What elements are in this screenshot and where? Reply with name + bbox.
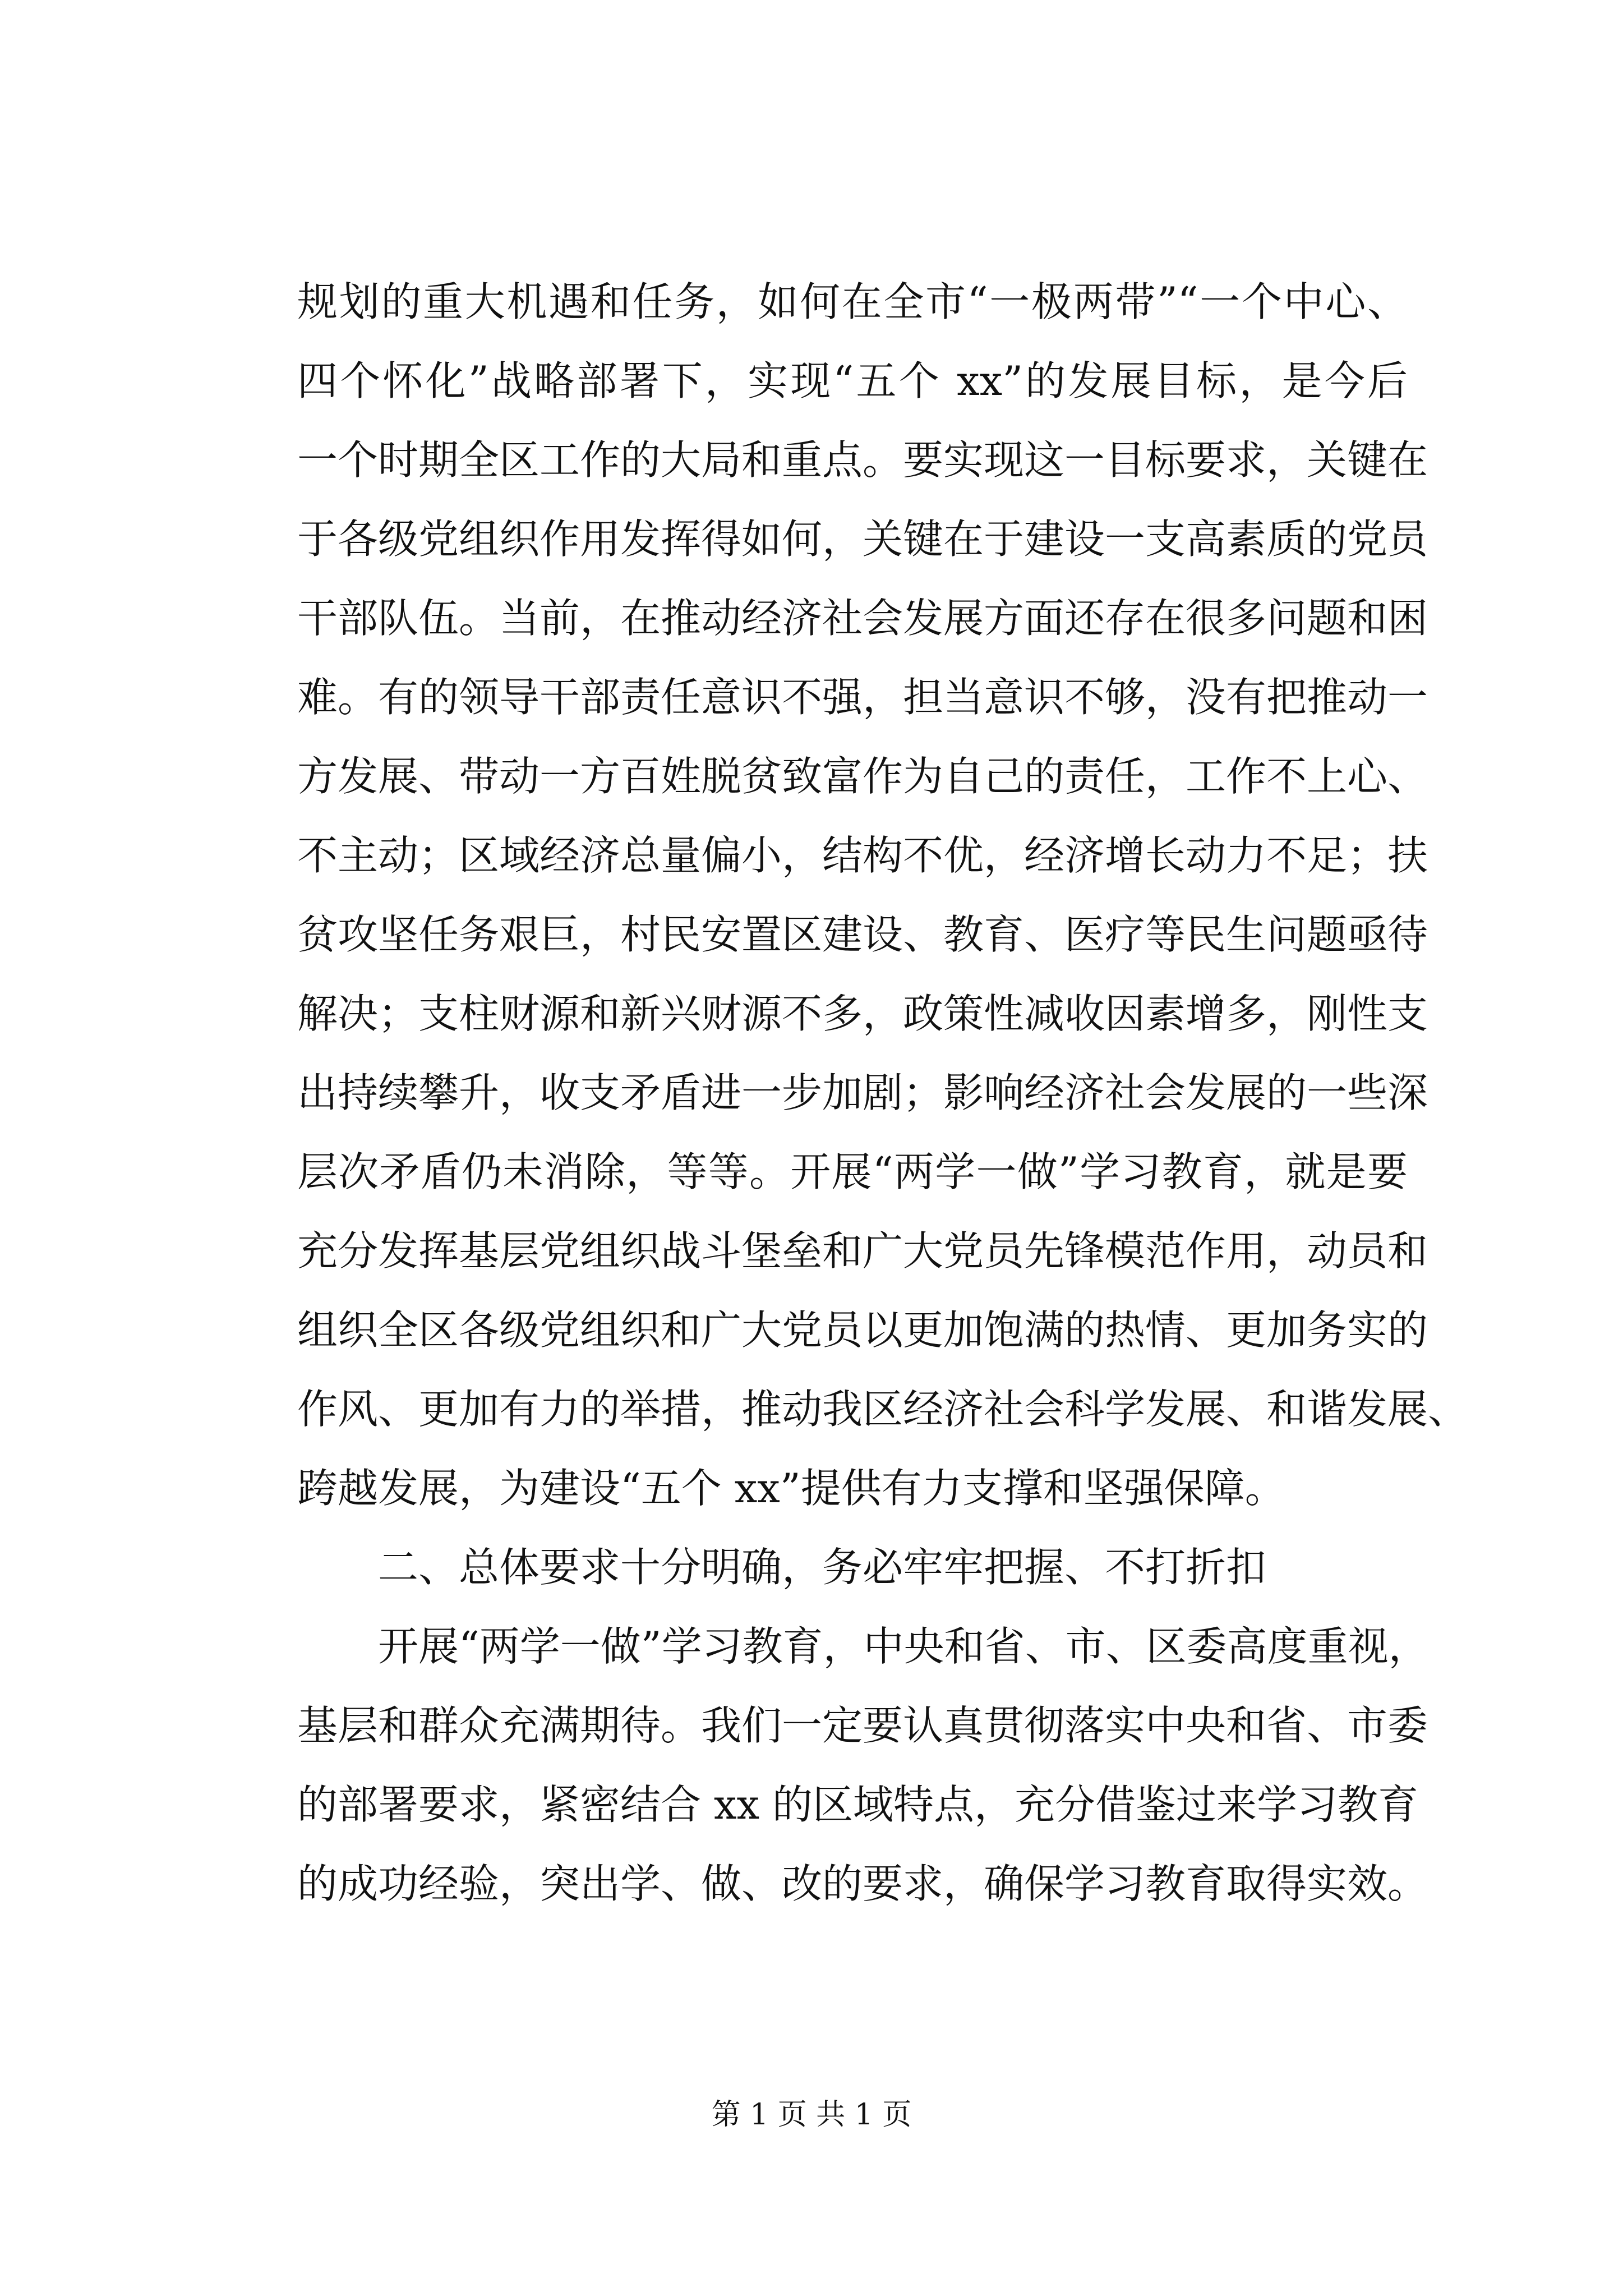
text-line: 方发展、带动一方百姓脱贫致富作为自己的责任，工作不上心、 [297, 753, 1428, 800]
document-body [297, 263, 1469, 1924]
text-line: 作风、更加有力的举措，推动我区经济社会科学发展、和谐发展、 [297, 1386, 1469, 1433]
text-line: 解决；支柱财源和新兴财源不多，政策性减收因素增多，刚性支 [297, 990, 1428, 1037]
text-line: 四个怀化”战略部署下，实现“五个 xx”的发展目标，是今后 [297, 357, 1408, 404]
text-line: 贫攻坚任务艰巨，村民安置区建设、教育、医疗等民生问题亟待 [297, 911, 1428, 958]
text-line: 于各级党组织作用发挥得如何，关键在于建设一支高素质的党员 [297, 516, 1428, 563]
text-line: 一个时期全区工作的大局和重点。要实现这一目标要求，关键在 [297, 436, 1428, 484]
page-number: 第 1 页 共 1 页 [711, 2098, 912, 2132]
text-line: 不主动；区域经济总量偏小，结构不优，经济增长动力不足；扶 [297, 832, 1428, 879]
text-line: 的部署要求，紧密结合 xx 的区域特点，充分借鉴过来学习教育 [297, 1781, 1418, 1828]
text-line: 的成功经验，突出学、做、改的要求，确保学习教育取得实效。 [297, 1860, 1428, 1907]
text-line: 充分发挥基层党组织战斗堡垒和广大党员先锋模范作用，动员和 [297, 1227, 1428, 1274]
text-line: 出持续攀升，收支矛盾进一步加剧；影响经济社会发展的一些深 [297, 1069, 1428, 1116]
text-line: 基层和群众充满期待。我们一定要认真贯彻落实中央和省、市委 [297, 1702, 1428, 1749]
text-line: 干部队伍。当前，在推动经济社会发展方面还存在很多问题和困 [297, 595, 1428, 642]
text-line: 开展“两学一做”学习教育，中央和省、市、区委高度重视， [378, 1623, 1429, 1670]
text-line: 组织全区各级党组织和广大党员以更加饱满的热情、更加务实的 [297, 1306, 1428, 1354]
page-footer [0, 2095, 1623, 2134]
text-line: 规划的重大机遇和任务，如何在全市“一极两带”“一个中心、 [297, 278, 1408, 325]
text-line: 难。有的领导干部责任意识不强，担当意识不够，没有把推动一 [297, 674, 1428, 721]
text-line: 层次矛盾仍未消除，等等。开展“两学一做”学习教育，就是要 [297, 1148, 1408, 1195]
section-heading: 二、总体要求十分明确，务必牢牢把握、不打折扣 [378, 1544, 1267, 1591]
text-line: 跨越发展，为建设“五个 xx”提供有力支撑和坚强保障。 [297, 1465, 1285, 1512]
